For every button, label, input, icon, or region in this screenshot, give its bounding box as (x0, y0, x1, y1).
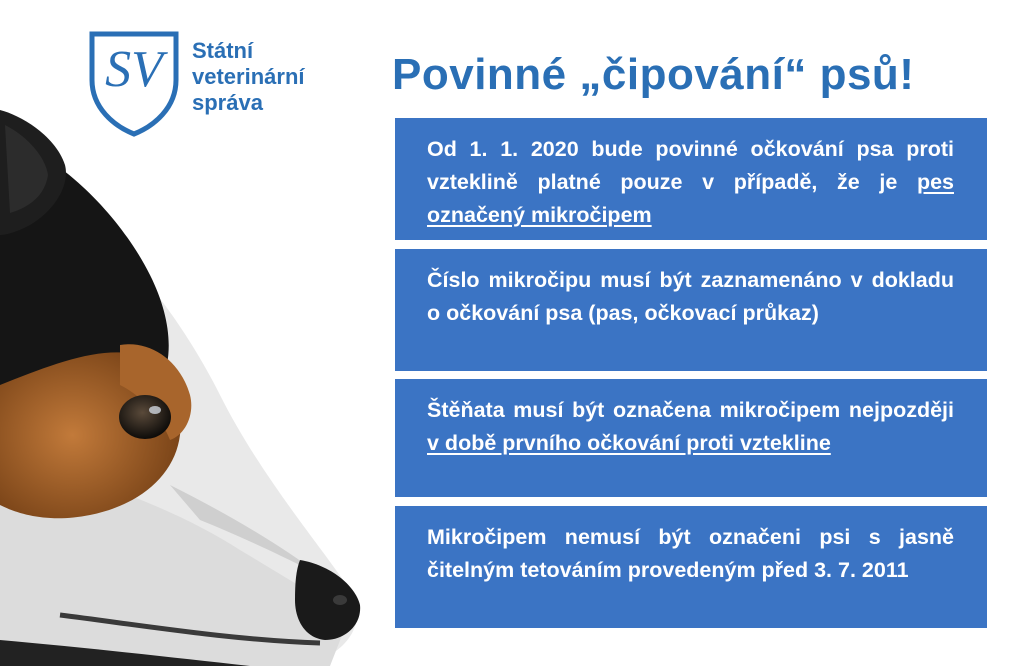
info-box (395, 506, 987, 628)
info-box (395, 118, 987, 240)
logo-symbol: SV (105, 41, 163, 98)
info-text: Mikročipem nemusí být označeni psi s jasně čitelným tetováním provedeným před 3. 7. 2011 (427, 525, 954, 582)
org-name-line-2: veterinární (192, 64, 305, 89)
info-text: Číslo mikročipu musí být zaznamenáno v dokladu o očkování psa (pas, očkovací průkaz) (427, 268, 954, 325)
info-text: Štěňata musí být označena mikročipem nejpozději (427, 398, 954, 422)
info-text-underlined: v době prvního očkování proti vztekline (427, 431, 831, 455)
org-name-line-1: Státní (192, 38, 254, 63)
info-text: Od 1. 1. 2020 bude povinné očkování psa proti vzteklině platné pouze v případě, že je (427, 137, 954, 194)
page-title: Povinné „čipování“ psů! (392, 50, 915, 99)
info-text-underlined: pes označený mikročipem (427, 170, 954, 227)
svs-logo-emblem (88, 30, 180, 138)
org-name-line-3: správa (192, 90, 263, 115)
organization-name (192, 38, 305, 116)
info-box (395, 379, 987, 497)
info-box (395, 249, 987, 371)
dog-profile-image (0, 95, 380, 666)
